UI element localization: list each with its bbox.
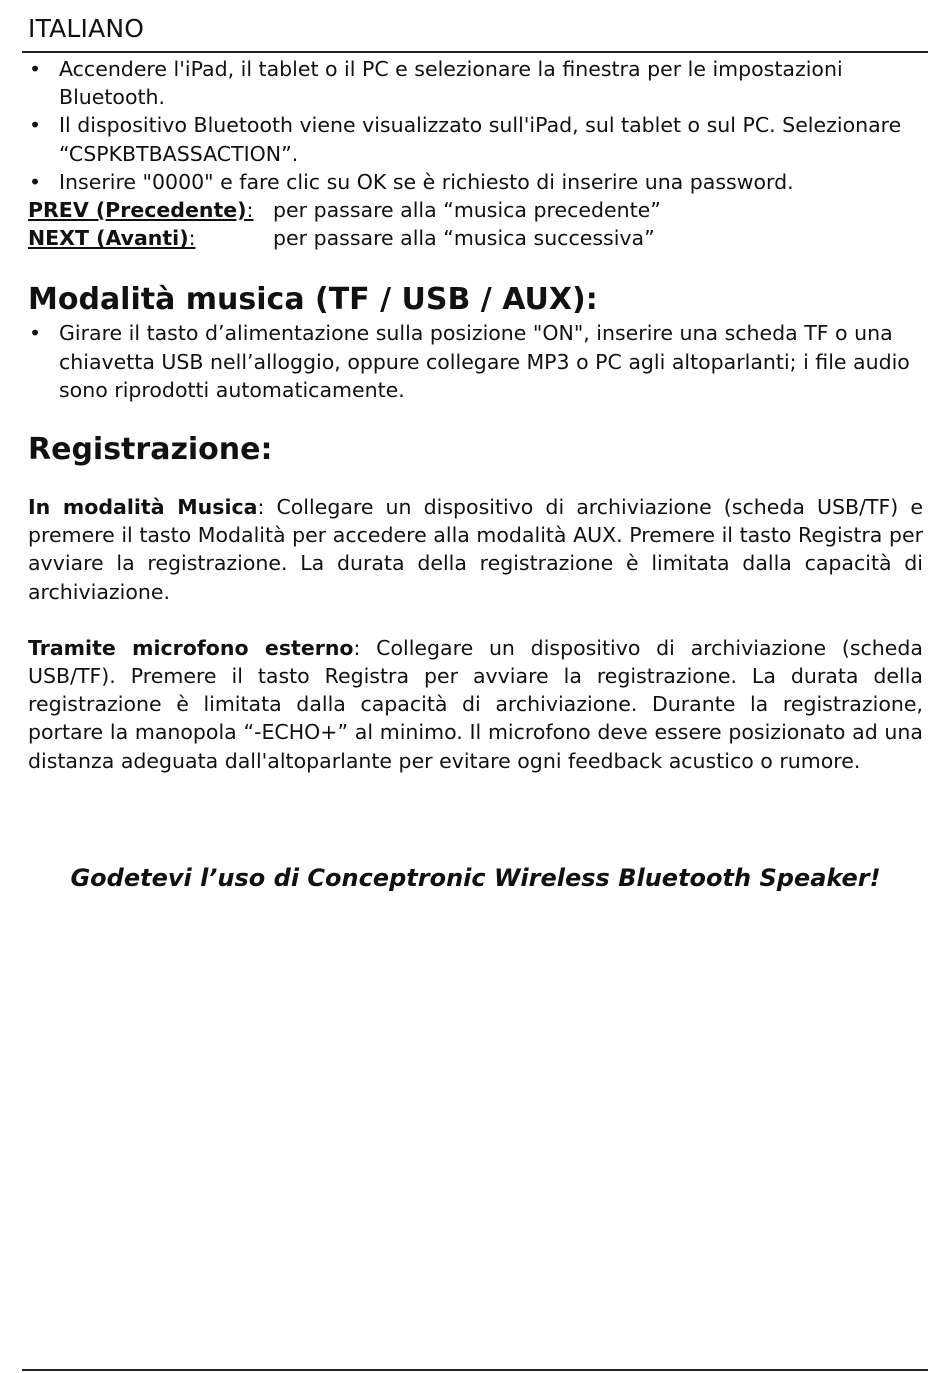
control-key — [28, 196, 273, 224]
control-description: per passare alla “musica successiva” — [273, 226, 655, 251]
list-item — [28, 55, 923, 111]
bluetooth-step-text: Il dispositivo Bluetooth viene visualizzato sull'iPad, sul tablet o sul PC. Selezionare “CSPKBTBASSACTION”. — [59, 113, 902, 166]
control-row-prev — [28, 196, 923, 224]
control-description: per passare alla “musica precedente” — [273, 198, 661, 223]
music-mode-text: Girare il tasto d’alimentazione sulla posizione "ON", inserire una scheda TF o una chiavetta USB nell’alloggio, oppure collegare MP3 o PC agli altoparlanti; i file audio sono riprodotti automaticamente. — [59, 321, 910, 402]
control-key-label: NEXT (Avanti) — [28, 226, 189, 251]
bluetooth-step-text: Inserire "0000" e fare clic su OK se è richiesto di inserire una password. — [59, 169, 794, 194]
bluetooth-steps-list — [28, 55, 923, 196]
page-language-header: ITALIANO — [28, 14, 145, 43]
music-mode-list — [28, 319, 923, 404]
list-item — [28, 319, 923, 404]
bullet-icon: • — [28, 113, 42, 138]
bullet-icon: • — [28, 169, 42, 194]
control-key-label: PREV (Precedente) — [28, 198, 247, 223]
header-divider — [22, 51, 928, 53]
bullet-icon: • — [28, 321, 42, 346]
control-row-next — [28, 224, 923, 252]
list-item — [28, 168, 923, 196]
recording-music-mode-paragraph — [28, 493, 923, 606]
music-mode-heading: Modalità musica (TF / USB / AUX): — [28, 282, 598, 318]
footer-divider — [22, 1369, 928, 1371]
control-key — [28, 224, 273, 252]
recording-heading: Registrazione: — [28, 432, 273, 468]
control-key-colon: : — [188, 226, 196, 251]
closing-message: Godetevi l’uso di Conceptronic Wireless Bluetooth Speaker! — [70, 863, 881, 892]
manual-content — [28, 55, 923, 893]
list-item — [28, 111, 923, 167]
bluetooth-step-text: Accendere l'iPad, il tablet o il PC e selezionare la finestra per le impostazioni Bluetooth. — [59, 57, 843, 110]
recording-mic-text: : Collegare un dispositivo di archiviazione (scheda USB/TF). Premere il tasto Registra per avviare la registrazione. La durata della registrazione è limitata dalla capacità di archiviazione. Durante la registrazione, portare la manopola “-ECHO+” al minimo. Il microfono deve essere posizionato ad una distanza adeguata dall'altoparlante per evitare ogni feedback acustico o rumore. — [28, 635, 923, 773]
recording-music-mode-text: : Collegare un dispositivo di archiviazione (scheda USB/TF) e premere il tasto Modalità per accedere alla modalità AUX. Premere il tasto Registra per avviare la registrazione. La durata della registrazione è limitata dalla capacità di archiviazione. — [28, 495, 923, 604]
recording-mic-label: Tramite microfono esterno — [28, 635, 354, 660]
control-key-colon: : — [246, 198, 254, 223]
bullet-icon: • — [28, 57, 42, 81]
recording-mic-paragraph — [28, 634, 923, 775]
recording-music-mode-label: In modalità Musica — [28, 495, 258, 520]
